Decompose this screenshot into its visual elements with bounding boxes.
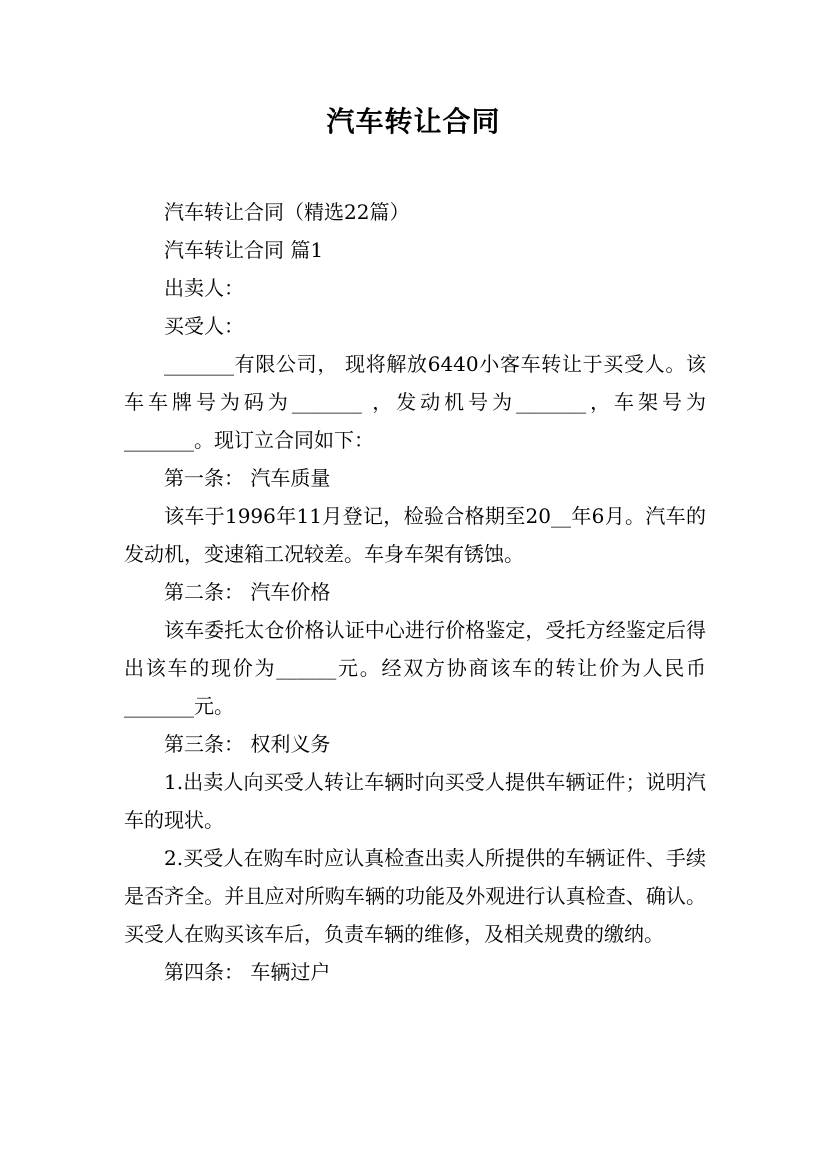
paragraph-section-heading: 汽车转让合同 篇1 (164, 238, 324, 262)
paragraph-seller: 出卖人： (164, 276, 244, 300)
article-1-heading: 第一条： 汽车质量 (164, 466, 331, 490)
article-1-text: 该车于1996年11月登记，检验合格期至20__年6月。汽车的发动机，变速箱工况较差。车身车架有锈蚀。 (124, 504, 706, 566)
paragraph-buyer: 买受人： (164, 314, 244, 338)
document-title: 汽车转让合同 (326, 105, 501, 138)
article-3-item-2: 2.买受人在购车时应认真检查出卖人所提供的车辆证件、手续是否齐全。并且应对所购车辆的功能及外观进行认真检查、确认。买受人在购买该车后，负责车辆的维修，及相关规费的缴纳。 (124, 846, 706, 946)
paragraph-intro: _______有限公司， 现将解放6440小客车转让于买受人。该车车牌号为码为_______ ，发动机号为_______，车架号为_______。现订立合同如下： (124, 352, 706, 452)
article-3-item-1: 1.出卖人向买受人转让车辆时向买受人提供车辆证件；说明汽车的现状。 (124, 770, 706, 832)
paragraph-subtitle: 汽车转让合同（精选22篇） (164, 200, 410, 224)
article-4-heading: 第四条： 车辆过户 (164, 960, 331, 984)
article-3-heading: 第三条： 权利义务 (164, 732, 331, 756)
document-body (124, 193, 706, 991)
article-2-heading: 第二条： 汽车价格 (164, 580, 331, 604)
article-2-text: 该车委托太仓价格认证中心进行价格鉴定，受托方经鉴定后得出该车的现价为______元。经双方协商该车的转让价为人民币_______元。 (124, 618, 706, 718)
